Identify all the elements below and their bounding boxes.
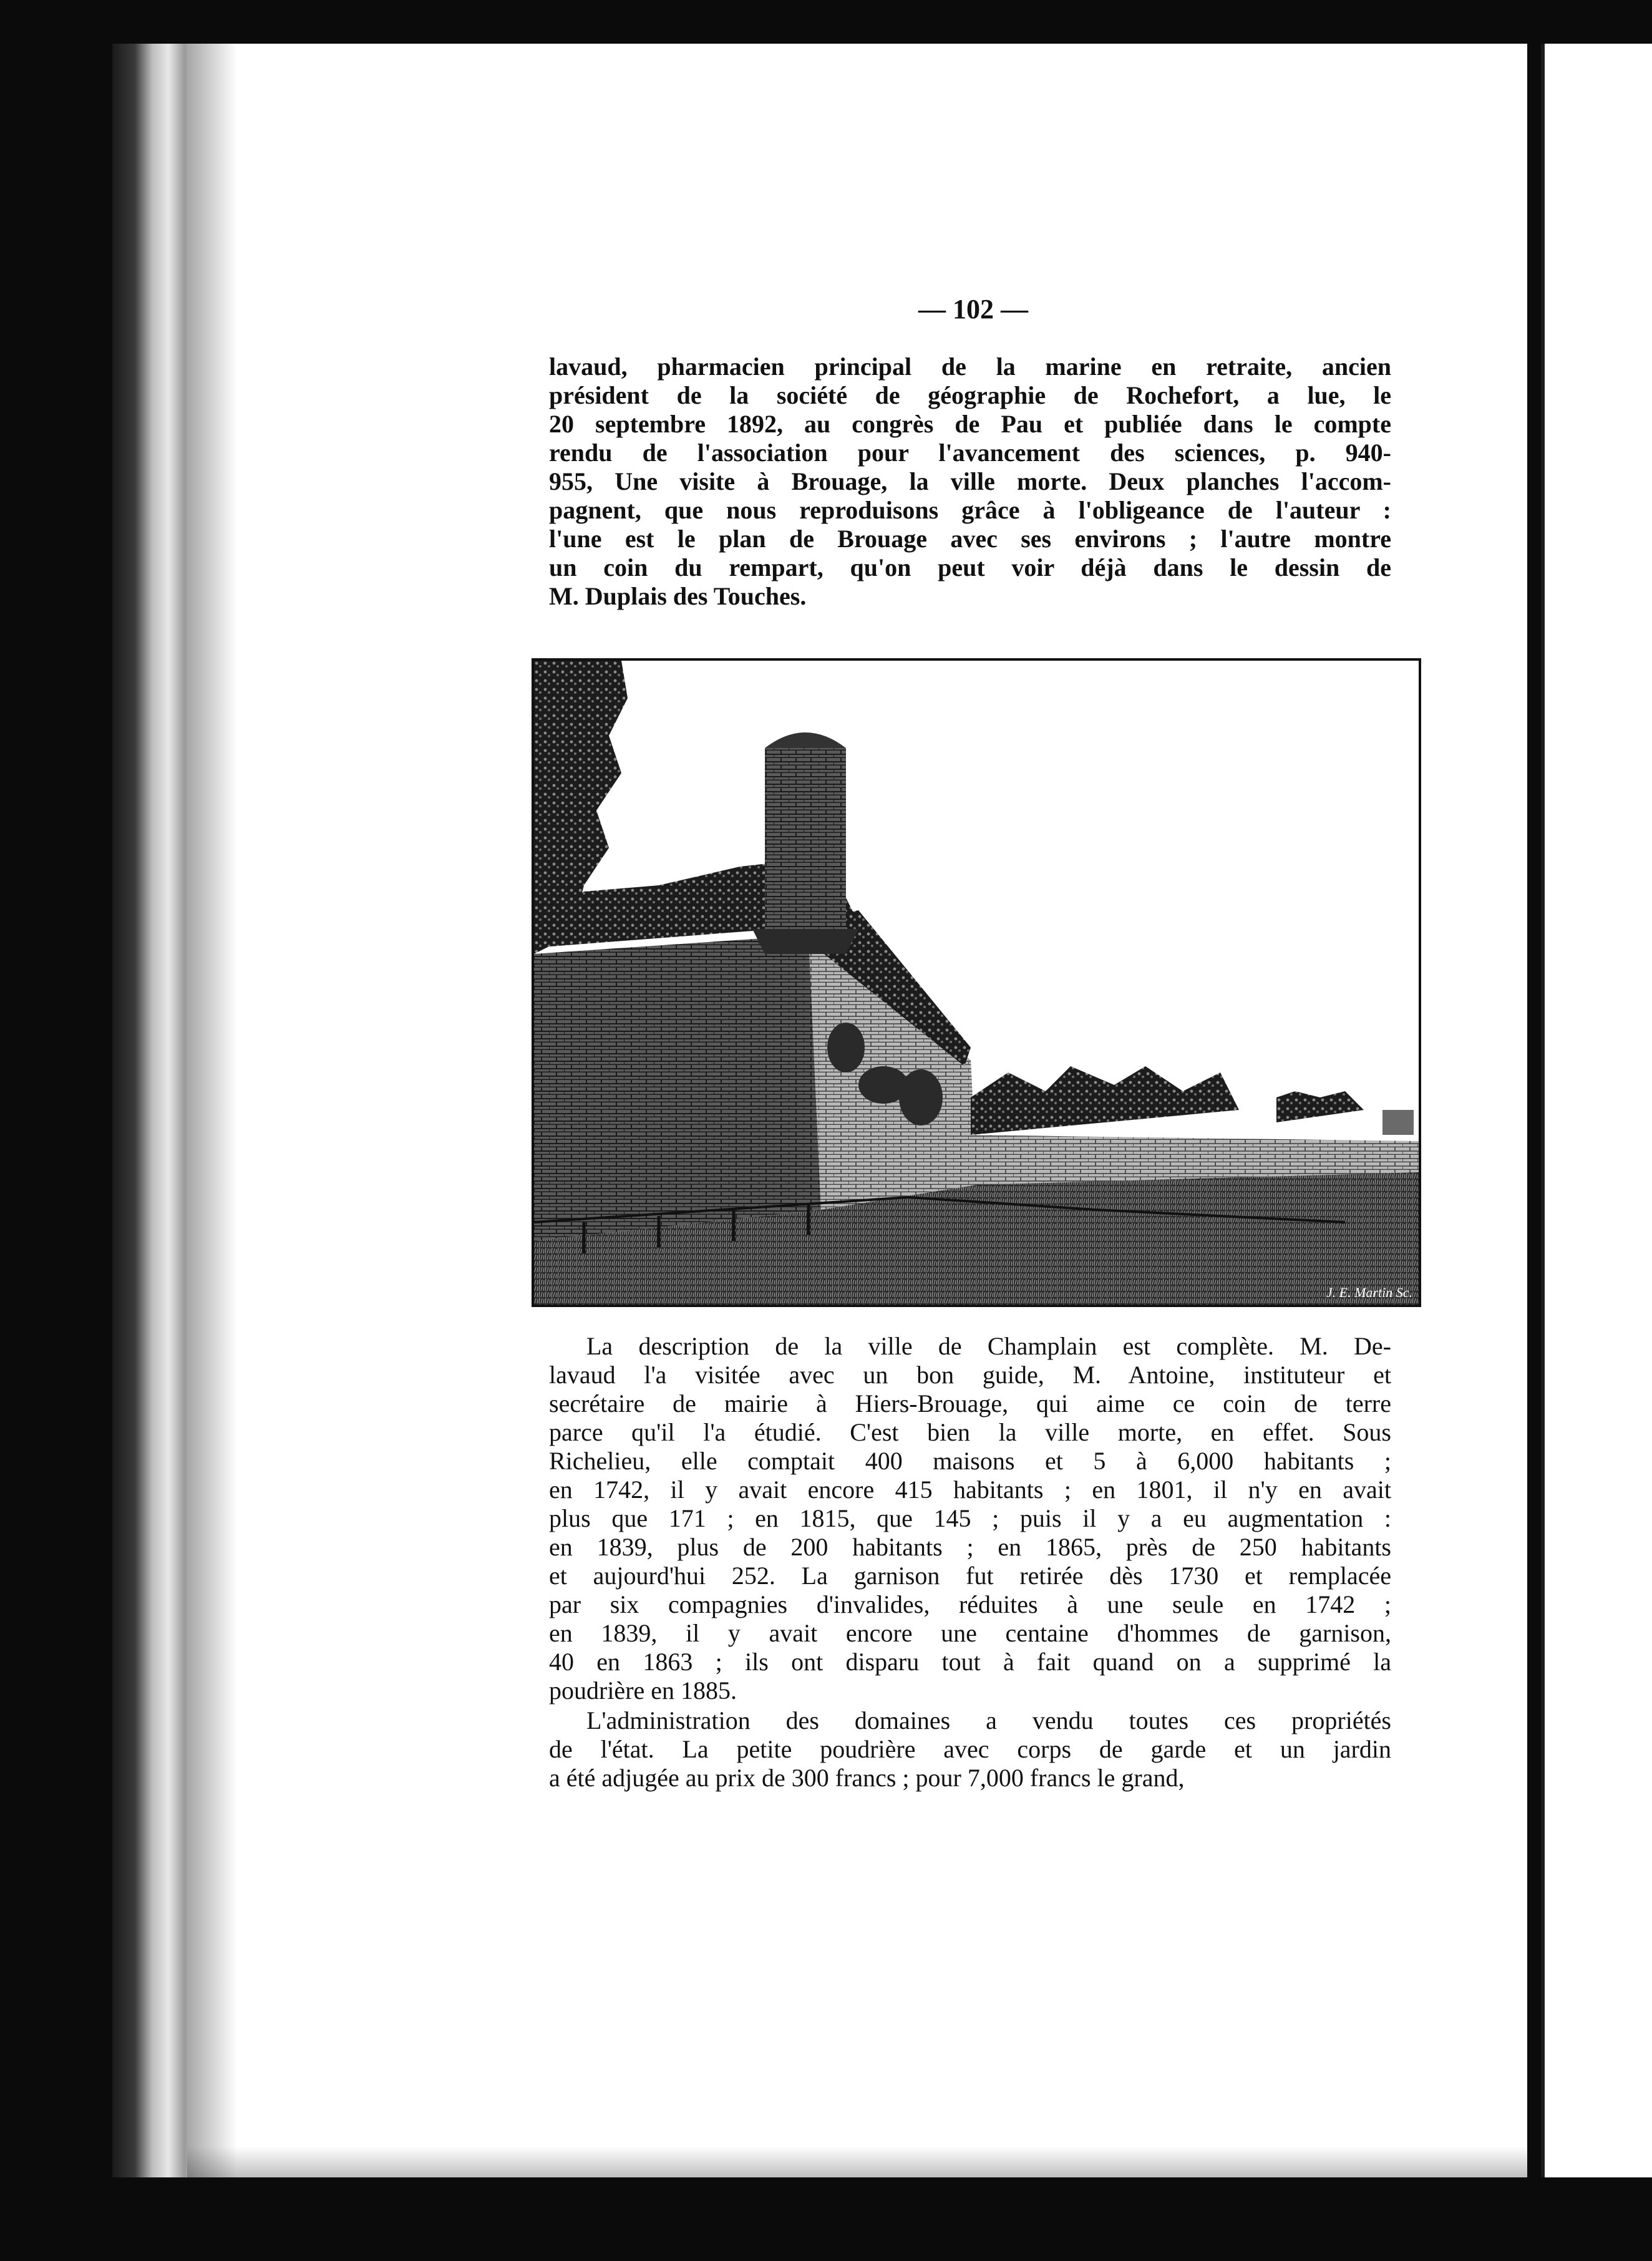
text-line: en 1839, plus de 200 habitants ; en 1865, près de 250 habitants bbox=[549, 1533, 1391, 1561]
text-line: et aujourd'hui 252. La garnison fut retirée dès 1730 et remplacée bbox=[549, 1562, 1391, 1590]
bottom-paragraph-1 bbox=[549, 1332, 1391, 1705]
text-line: pagnent, que nous reproduisons grâce à l'obligeance de l'auteur : bbox=[549, 496, 1391, 524]
page-number: — 102 — bbox=[918, 294, 1028, 324]
text-line: un coin du rempart, qu'on peut voir déjà dans le dessin de bbox=[549, 553, 1391, 581]
rampart-engraving-drawing bbox=[534, 661, 1419, 1305]
text-line: L'administration des domaines a vendu toutes ces propriétés bbox=[586, 1706, 1391, 1734]
top-paragraph bbox=[549, 353, 1391, 611]
rampart-engraving bbox=[532, 658, 1421, 1307]
engraver-signature: J. E. Martin Sc. bbox=[1326, 1285, 1412, 1300]
text-line: 40 en 1863 ; ils ont disparu tout à fait quand on a supprimé la bbox=[549, 1648, 1391, 1676]
text-line: lavaud l'a visitée avec un bon guide, M. Antoine, instituteur et bbox=[549, 1361, 1391, 1389]
text-line: secrétaire de mairie à Hiers-Brouage, qui aime ce coin de terre bbox=[549, 1389, 1391, 1417]
text-line: plus que 171 ; en 1815, que 145 ; puis il y a eu augmentation : bbox=[549, 1504, 1391, 1532]
bottom-paragraph-2 bbox=[549, 1706, 1391, 1792]
text-line: La description de la ville de Champlain est complète. M. De- bbox=[586, 1332, 1391, 1360]
text-line: Richelieu, elle comptait 400 maisons et 5 à 6,000 habitants ; bbox=[549, 1447, 1391, 1475]
text-line: 20 septembre 1892, au congrès de Pau et publiée dans le compte bbox=[549, 410, 1391, 438]
text-line: de l'état. La petite poudrière avec corps de garde et un jardin bbox=[549, 1735, 1391, 1763]
rampart-wall bbox=[534, 935, 821, 1241]
text-line: lavaud, pharmacien principal de la marine en retraite, ancien bbox=[549, 353, 1391, 381]
text-line: par six compagnies d'invalides, réduites à une seule en 1742 ; bbox=[549, 1590, 1391, 1618]
text-line: en 1742, il y avait encore 415 habitants ; en 1801, il n'y en avait bbox=[549, 1476, 1391, 1504]
page-bottom-edge bbox=[187, 2146, 1527, 2177]
text-line: 955, Une visite à Brouage, la ville morte. Deux planches l'accom- bbox=[549, 467, 1391, 495]
text-line: en 1839, il y avait encore une centaine d'hommes de garnison, bbox=[549, 1619, 1391, 1647]
text-line: parce qu'il l'a étudié. C'est bien la ville morte, en effet. Sous bbox=[549, 1418, 1391, 1446]
text-line: l'une est le plan de Brouage avec ses environs ; l'autre montre bbox=[549, 525, 1391, 553]
text-line: a été adjugée au prix de 300 francs ; pour 7,000 francs le grand, bbox=[549, 1764, 1185, 1792]
text-line: président de la société de géographie de Rochefort, a lue, le bbox=[549, 381, 1391, 409]
page-gutter-shadow bbox=[187, 44, 237, 2177]
text-line: M. Duplais des Touches. bbox=[549, 582, 807, 610]
text-line: rendu de l'association pour l'avancement des sciences, p. 940- bbox=[549, 439, 1391, 467]
text-line: poudrière en 1885. bbox=[549, 1676, 737, 1704]
facing-page-strip bbox=[1541, 44, 1652, 2177]
watchtower bbox=[765, 748, 846, 935]
